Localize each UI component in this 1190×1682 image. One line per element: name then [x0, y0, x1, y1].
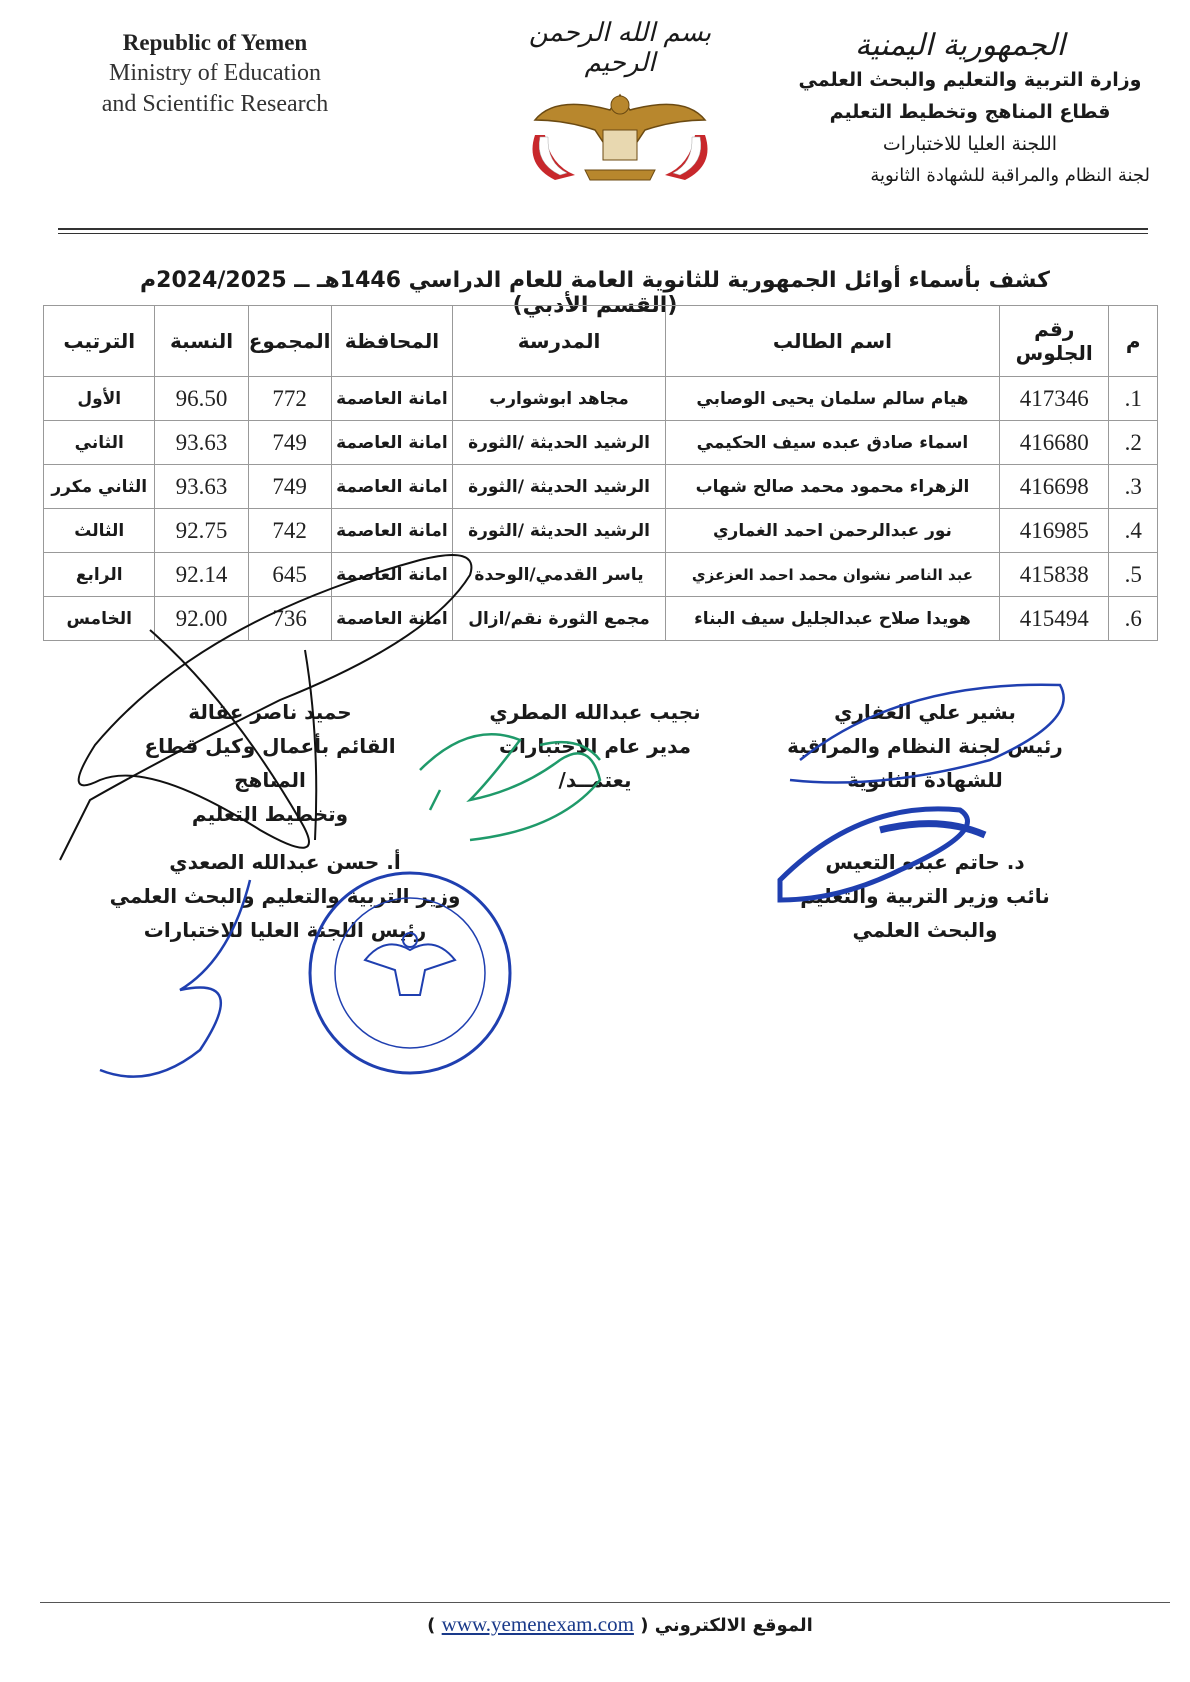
signatory-name: أ. حسن عبدالله الصعدي — [169, 850, 401, 874]
footer: الموقع الالكتروني ( www.yemenexam.com ) — [427, 1612, 813, 1636]
signatory-name: د. حاتم عبده التعيس — [825, 850, 1025, 874]
cell-percent: 92.14 — [155, 553, 248, 597]
cell-governorate: امانة العاصمة — [331, 421, 453, 465]
approval-label: يعتمــد/ — [558, 768, 632, 792]
signatory-role: نائب وزير التربية والتعليم — [800, 884, 1050, 908]
cell-total: 772 — [248, 377, 331, 421]
country-ar: الجمهورية اليمنية — [854, 28, 1066, 63]
cell-name: اسماء صادق عبده سيف الحكيمي — [665, 421, 999, 465]
signatory-role-2: وتخطيط التعليم — [191, 802, 349, 826]
cell-rank: الرابع — [44, 553, 155, 597]
cell-school: مجاهد ابوشوارب — [453, 377, 666, 421]
col-name: اسم الطالب — [665, 306, 999, 377]
cell-school: مجمع الثورة نقم/ازال — [453, 597, 666, 641]
cell-index: 1. — [1109, 377, 1158, 421]
header-divider-thin — [58, 233, 1148, 234]
cell-governorate: امانة العاصمة — [331, 465, 453, 509]
signatory-name: نجيب عبدالله المطري — [489, 700, 701, 724]
signatory-role: رئيس لجنة النظام والمراقبة — [787, 734, 1063, 758]
ministry-en-2: and Scientific Research — [101, 91, 329, 117]
signatory-role: مدير عام الاختبارات — [498, 734, 692, 758]
ministry-ar: وزارة التربية والتعليم والبحث العلمي — [798, 69, 1142, 91]
col-seat: رقم الجلوس — [1000, 306, 1109, 377]
table-row — [44, 377, 1158, 421]
signatory-role: القائم بأعمال وكيل قطاع المناهج — [144, 734, 396, 792]
cell-total: 749 — [248, 465, 331, 509]
signatory-role-2: رئيس اللجنة العليا للاختبارات — [143, 918, 427, 942]
cell-governorate: امانة العاصمة — [331, 553, 453, 597]
col-governorate: المحافظة — [331, 306, 453, 377]
cell-rank: الأول — [44, 377, 155, 421]
header-english — [60, 30, 370, 118]
signatory-role-2: والبحث العلمي — [852, 918, 998, 942]
ministry-en: Ministry of Education — [109, 60, 321, 86]
cell-seat: 416680 — [1000, 421, 1109, 465]
cell-index: 6. — [1109, 597, 1158, 641]
website-label: الموقع الالكتروني — [654, 1615, 813, 1636]
basmala: بسم الله الرحمن الرحيم — [528, 18, 712, 78]
footer-divider — [40, 1602, 1170, 1603]
col-percent: النسبة — [155, 306, 248, 377]
cell-rank: الثاني — [44, 421, 155, 465]
col-school: المدرسة — [453, 306, 666, 377]
cell-index: 2. — [1109, 421, 1158, 465]
col-index: م — [1109, 306, 1158, 377]
table-row — [44, 509, 1158, 553]
cell-governorate: امانة العاصمة — [331, 509, 453, 553]
signature-block-left-bottom — [100, 845, 470, 947]
table-row — [44, 553, 1158, 597]
signature-block-right-bottom — [760, 845, 1090, 947]
cell-school: الرشيد الحديثة /الثورة — [453, 421, 666, 465]
header-arabic — [790, 28, 1150, 186]
committee-ar: اللجنة العليا للاختبارات — [882, 133, 1058, 155]
sector-ar: قطاع المناهج وتخطيط التعليم — [829, 101, 1111, 123]
signatory-name: بشير علي الغفاري — [834, 700, 1016, 724]
eagle-emblem-icon — [515, 75, 725, 190]
cell-percent: 92.75 — [155, 509, 248, 553]
table-row — [44, 465, 1158, 509]
document-title: كشف بأسماء أوائل الجمهورية للثانوية العامة للعام الدراسي 1446هـ ــ 2024/2025م (القسم الأدبي) — [140, 268, 1050, 318]
signatory-role-2: للشهادة الثانوية — [847, 768, 1003, 792]
col-rank: الترتيب — [44, 306, 155, 377]
cell-percent: 96.50 — [155, 377, 248, 421]
cell-name: هيام سالم سلمان يحيى الوصابي — [665, 377, 999, 421]
website-link[interactable]: www.yemenexam.com — [441, 1612, 634, 1636]
cell-percent: 93.63 — [155, 465, 248, 509]
cell-school: الرشيد الحديثة /الثورة — [453, 509, 666, 553]
cell-total: 736 — [248, 597, 331, 641]
cell-seat: 416985 — [1000, 509, 1109, 553]
cell-rank: الثالث — [44, 509, 155, 553]
signatory-role: وزير التربية والتعليم والبحث العلمي — [109, 884, 461, 908]
cell-governorate: امانة العاصمة — [331, 597, 453, 641]
cell-seat: 415494 — [1000, 597, 1109, 641]
subcommittee-ar: لجنة النظام والمراقبة للشهادة الثانوية — [870, 165, 1150, 186]
country-en: Republic of Yemen — [122, 30, 308, 55]
cell-index: 5. — [1109, 553, 1158, 597]
table-header-row — [44, 306, 1158, 377]
cell-name: الزهراء محمود محمد صالح شهاب — [665, 465, 999, 509]
cell-total: 749 — [248, 421, 331, 465]
cell-total: 645 — [248, 553, 331, 597]
col-total: المجموع — [248, 306, 331, 377]
cell-name: عبد الناصر نشوان محمد احمد العزعزي — [665, 553, 999, 597]
signature-block-center-top — [470, 695, 720, 797]
signatory-name: حميد ناصر عقالة — [188, 700, 352, 724]
signature-block-left-top — [110, 695, 430, 831]
cell-governorate: امانة العاصمة — [331, 377, 453, 421]
cell-school: الرشيد الحديثة /الثورة — [453, 465, 666, 509]
header-divider — [58, 228, 1148, 230]
cell-index: 4. — [1109, 509, 1158, 553]
signature-block-right-top — [760, 695, 1090, 797]
table-row — [44, 421, 1158, 465]
table-row — [44, 597, 1158, 641]
cell-seat: 415838 — [1000, 553, 1109, 597]
results-table — [43, 305, 1158, 641]
cell-name: هويدا صلاح عبدالجليل سيف البناء — [665, 597, 999, 641]
cell-total: 742 — [248, 509, 331, 553]
cell-percent: 93.63 — [155, 421, 248, 465]
cell-rank: الخامس — [44, 597, 155, 641]
cell-seat: 417346 — [1000, 377, 1109, 421]
cell-index: 3. — [1109, 465, 1158, 509]
cell-name: نور عبدالرحمن احمد الغماري — [665, 509, 999, 553]
cell-percent: 92.00 — [155, 597, 248, 641]
cell-school: ياسر القدمي/الوحدة — [453, 553, 666, 597]
cell-rank: الثاني مكرر — [44, 465, 155, 509]
cell-seat: 416698 — [1000, 465, 1109, 509]
